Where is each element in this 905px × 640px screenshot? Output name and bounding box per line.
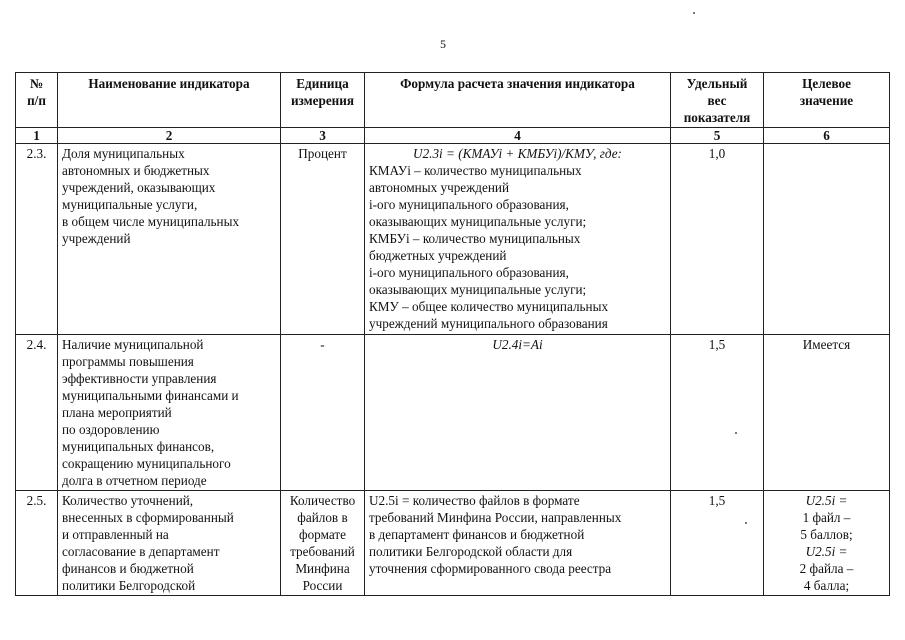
unit-cell: Процент [281, 144, 365, 335]
target-cell: U2.5i = 1 файл – 5 баллов; U2.5i = 2 файла – 4 балла; [764, 491, 890, 596]
scan-speck [745, 522, 747, 524]
unit-cell: - [281, 335, 365, 491]
weight-cell: 1,0 [671, 144, 764, 335]
indicator-name: Количество уточнений, внесенных в сформированный и отправленный на согласование в департамент финансов и бюджетной политики Белгородской [58, 491, 281, 596]
indicator-name: Наличие муниципальной программы повышения эффективности управления муниципальными финансами и плана мероприятий по оздоровлению муниципальных финансов, сокращению муниципального долга в отчетном периоде [58, 335, 281, 491]
column-number: 2 [58, 128, 281, 144]
header-num: № п/п [16, 73, 58, 128]
unit-cell: Количество файлов в формате требований Минфина России [281, 491, 365, 596]
table-row [16, 335, 890, 491]
target-cell: Имеется [764, 335, 890, 491]
column-number: 6 [764, 128, 890, 144]
formula-cell: U2.3i = (КМАУi + КМБУi)/КМУ, где: КМАУi – количество муниципальных автономных учреждений i-ого муниципального образования, оказывающих муниципальные услуги; КМБУi – количество муниципальных бюджетных учреждений i-ого муниципального образования, оказывающих муниципальные услуги; КМУ – общее количество муниципальных учреждений муниципального образования [365, 144, 671, 335]
formula-expression: U2.4i=Ai [492, 337, 543, 352]
target-cell [764, 144, 890, 335]
scan-speck [735, 432, 737, 434]
table-row [16, 491, 890, 596]
scan-speck [693, 12, 695, 14]
header-weight: Удельный вес показателя [671, 73, 764, 128]
table-row [16, 144, 890, 335]
formula-expression: U2.3i = (КМАУi + КМБУi)/КМУ, где: [413, 146, 622, 161]
row-number: 2.5. [16, 491, 58, 596]
column-number: 4 [365, 128, 671, 144]
header-unit: Единица измерения [281, 73, 365, 128]
weight-cell: 1,5 [671, 491, 764, 596]
header-formula: Формула расчета значения индикатора [365, 73, 671, 128]
row-number: 2.4. [16, 335, 58, 491]
formula-cell [365, 335, 671, 491]
indicator-table [15, 72, 890, 596]
formula-cell: U2.5i = количество файлов в формате требований Минфина России, направленных в департамент финансов и бюджетной политики Белгородской области для уточнения сформированного свода реестра [365, 491, 671, 596]
column-number: 5 [671, 128, 764, 144]
header-target: Целевое значение [764, 73, 890, 128]
header-name: Наименование индикатора [58, 73, 281, 128]
weight-cell: 1,5 [671, 335, 764, 491]
page-number: 5 [440, 37, 446, 51]
column-number: 3 [281, 128, 365, 144]
row-number: 2.3. [16, 144, 58, 335]
column-number-row [16, 128, 890, 144]
column-number: 1 [16, 128, 58, 144]
header-row [16, 73, 890, 128]
indicator-name: Доля муниципальных автономных и бюджетных учреждений, оказывающих муниципальные услуги, в общем числе муниципальных учреждений [58, 144, 281, 335]
